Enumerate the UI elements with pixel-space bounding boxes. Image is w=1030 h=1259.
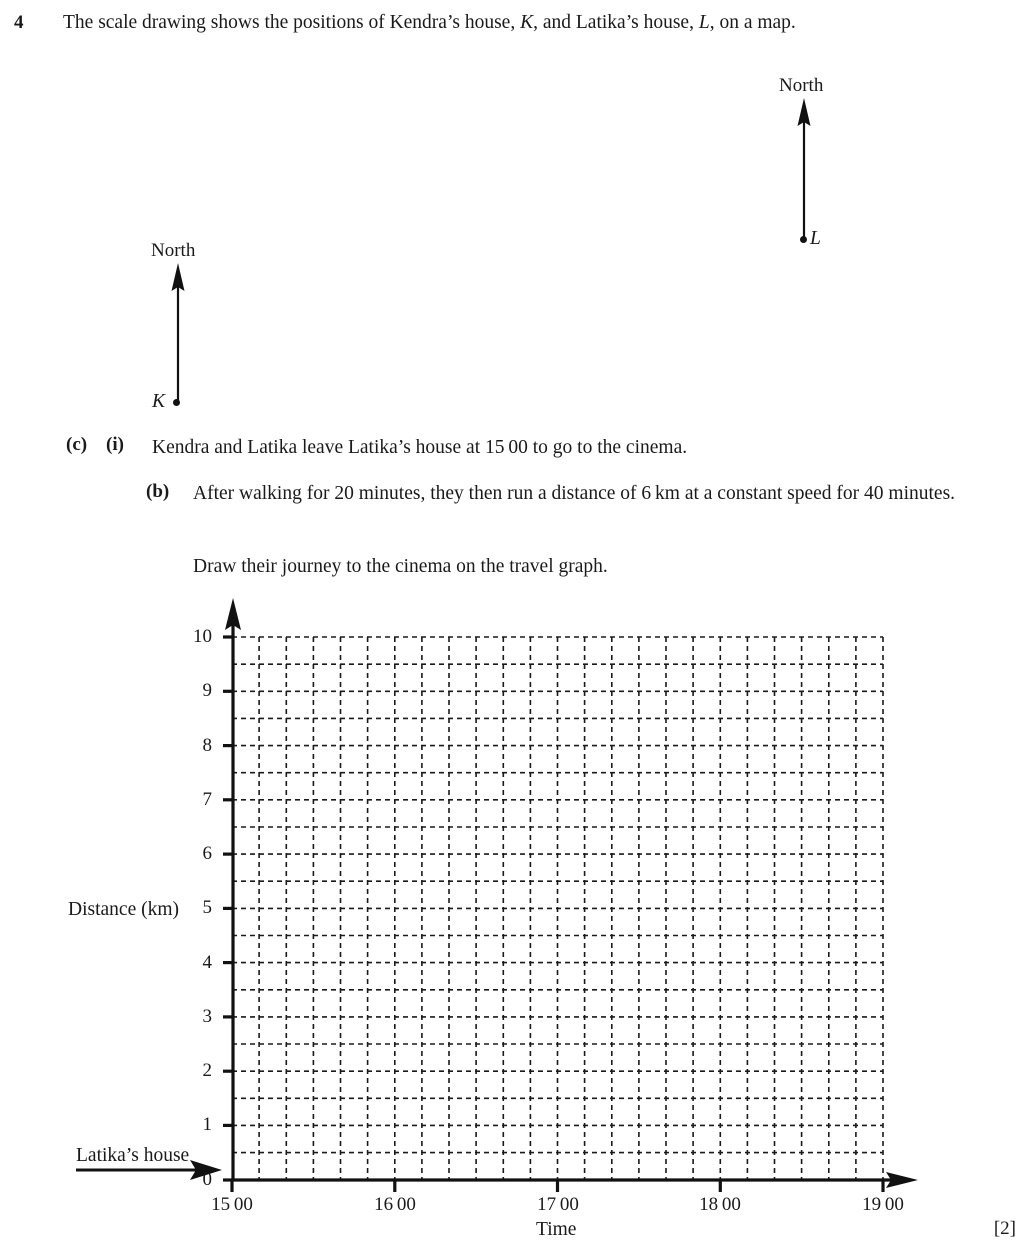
question-number: 4 (14, 12, 24, 33)
marks-allocation: [2] (993, 1218, 1016, 1239)
x-tick-label-1900: 19 00 (862, 1194, 904, 1215)
part-c-i-text: Kendra and Latika leave Latika’s house at 15 00 to go to the cinema. (152, 437, 688, 458)
y-tick-label-3: 3 (202, 1006, 212, 1027)
grid-lines (232, 637, 883, 1180)
map-point-k-dot (173, 399, 180, 406)
x-tick-label-1800: 18 00 (699, 1194, 741, 1215)
north-arrow-left (164, 263, 194, 408)
part-i-tag: (i) (106, 434, 124, 455)
map-point-k-label: K (152, 391, 166, 412)
north-label-left: North (151, 240, 196, 261)
y-axis-title: Distance (km) (68, 899, 180, 920)
stem-part-b: , and Latika’s house, (533, 12, 699, 33)
x-tick-label-1500: 15 00 (211, 1194, 253, 1215)
stem-italic-k: K (520, 12, 534, 33)
y-tick-label-2: 2 (202, 1060, 212, 1081)
x-axis-title: Time (536, 1219, 577, 1240)
y-axis (223, 598, 241, 1180)
y-tick-label-10: 10 (193, 626, 212, 647)
stem-part-a: The scale drawing shows the positions of Kendra’s house, (63, 12, 521, 33)
map-point-l-dot (800, 236, 807, 243)
north-label-right: North (779, 75, 824, 96)
y-tick-label-4: 4 (202, 952, 212, 973)
question-stem (63, 12, 796, 34)
part-b-tag: (b) (146, 481, 170, 502)
y-tick-label-0: 0 (202, 1169, 212, 1190)
y-tick-label-6: 6 (202, 843, 212, 864)
y-tick-label-5: 5 (202, 897, 212, 918)
part-b-text: After walking for 20 minutes, they then run a distance of 6 km at a constant speed for 40 minutes. (193, 483, 956, 504)
map-point-l-label: L (810, 228, 821, 249)
y-tick-label-1: 1 (202, 1114, 212, 1135)
origin-annotation-label: Latika’s house (76, 1145, 190, 1166)
y-tick-label-8: 8 (202, 735, 212, 756)
part-c-tag: (c) (66, 434, 88, 455)
x-tick-label-1700: 17 00 (537, 1194, 579, 1215)
y-tick-label-9: 9 (202, 680, 212, 701)
draw-journey-instruction: Draw their journey to the cinema on the travel graph. (193, 556, 608, 577)
north-arrow-right (790, 98, 820, 243)
stem-part-c: , on a map. (709, 12, 796, 33)
x-axis (232, 1172, 918, 1192)
x-tick-label-1600: 16 00 (374, 1194, 416, 1215)
y-tick-label-7: 7 (202, 789, 212, 810)
stem-italic-l: L (698, 12, 710, 33)
